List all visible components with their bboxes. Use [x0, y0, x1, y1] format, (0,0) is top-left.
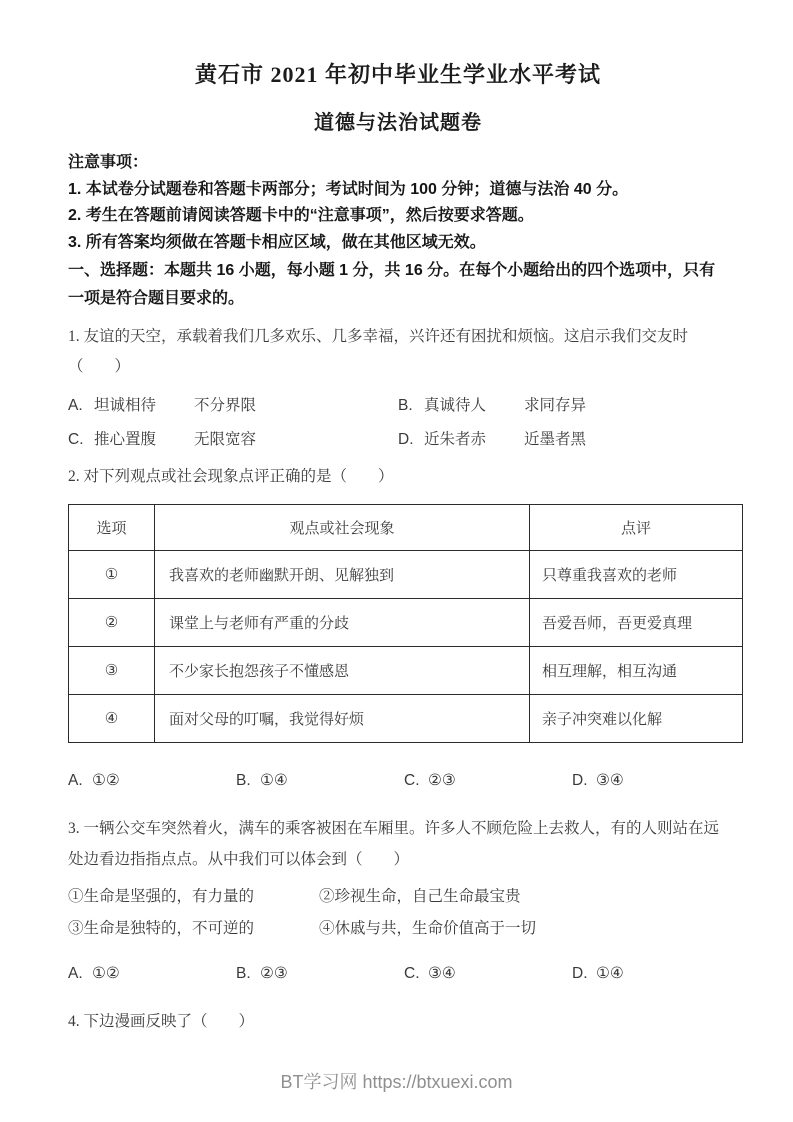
notice-section	[68, 150, 728, 256]
page-content	[68, 58, 728, 1037]
option-b-part1: 真诚待人	[424, 397, 487, 414]
question-3-text: 3. 一辆公交车突然着火，满车的乘客被困在车厢里。许多人不顾危险上去救人，有的人则站在远处边看边指指点点。从中我们可以体会到（ ）	[68, 820, 720, 868]
row-1-view: 我喜欢的老师幽默开朗、见解独到	[155, 551, 530, 599]
answer-d	[572, 770, 624, 791]
answer-a	[68, 770, 236, 791]
option-a-label: A.	[68, 397, 83, 414]
question-2-answers-row	[68, 770, 728, 791]
question-3-answers-row	[68, 963, 728, 984]
answer-c-label: C.	[404, 772, 420, 789]
option-b-label: B.	[398, 397, 413, 414]
answer-d-value: ③④	[596, 772, 624, 789]
notice-item-3: 3. 所有答案均须做在答题卡相应区域，做在其他区域无效。	[68, 233, 486, 251]
row-4-no: ④	[69, 695, 155, 743]
table-header-row	[69, 505, 743, 551]
table-row	[69, 551, 743, 599]
row-3-view: 不少家长抱怨孩子不懂感恩	[155, 647, 530, 695]
answer-b-value: ②③	[260, 965, 288, 982]
answer-c	[404, 770, 572, 791]
option-c-label: C.	[68, 431, 84, 448]
suboption-3: ③生命是独特的，不可逆的	[68, 920, 255, 937]
notice-heading: 注意事项：	[68, 154, 149, 171]
option-d	[398, 429, 728, 450]
question-3-suboptions-row-2	[68, 918, 728, 939]
option-a-part1: 坦诚相待	[94, 397, 157, 414]
answer-b	[236, 963, 404, 984]
question-3-suboptions-row-1	[68, 886, 728, 907]
option-d-label: D.	[398, 431, 414, 448]
answer-c-value: ②③	[428, 772, 456, 789]
notice-item-2: 2. 考生在答题前请阅读答题卡中的“注意事项”，然后按要求答题。	[68, 207, 534, 224]
notice-item-1: 1. 本试卷分试题卷和答题卡两部分；考试时间为 100 分钟；道德与法治 40 分。	[68, 180, 629, 198]
question-1-text: 1. 友谊的天空，承载着我们几多欢乐、几多幸福，兴许还有困扰和烦恼。这启示我们交友时（ ）	[68, 328, 689, 375]
suboption-4: ④休戚与共，生命价值高于一切	[319, 920, 537, 937]
answer-a	[68, 963, 236, 984]
question-3	[68, 813, 728, 984]
section-one-heading: 一、选择题：本题共 16 小题，每小题 1 分，共 16 分。在每个小题给出的四个选项中，只有一项是符合题目要求的。	[68, 262, 716, 307]
suboption-2: ②珍视生命，自己生命最宝贵	[319, 888, 521, 905]
option-c-part1: 推心置腹	[94, 431, 157, 448]
answer-c	[404, 963, 572, 984]
answer-a-label: A.	[68, 965, 83, 982]
row-4-view: 面对父母的叮嘱，我觉得好烦	[155, 695, 530, 743]
answer-a-value: ①②	[92, 772, 120, 789]
question-2-text: 2. 对下列观点或社会现象点评正确的是（ ）	[68, 468, 394, 485]
question-1-options-row-2	[68, 429, 728, 450]
question-1	[68, 322, 728, 450]
row-3-comment: 相互理解，相互沟通	[530, 647, 743, 695]
table-header-comment: 点评	[530, 505, 743, 551]
answer-b	[236, 770, 404, 791]
question-2-table	[68, 504, 743, 743]
row-4-comment: 亲子冲突难以化解	[530, 695, 743, 743]
table-header-option: 选项	[69, 505, 155, 551]
answer-a-value: ①②	[92, 965, 120, 982]
table-header-view: 观点或社会现象	[155, 505, 530, 551]
answer-d-label: D.	[572, 965, 588, 982]
option-a	[68, 395, 398, 416]
answer-d-label: D.	[572, 772, 588, 789]
paper-subtitle: 道德与法治试题卷	[314, 112, 482, 134]
question-2	[68, 462, 728, 791]
option-b-part2: 求同存异	[524, 397, 587, 414]
suboption-1: ①生命是坚强的，有力量的	[68, 888, 255, 905]
option-c	[68, 429, 398, 450]
answer-b-label: B.	[236, 965, 251, 982]
option-b	[398, 395, 728, 416]
answer-b-value: ①④	[260, 772, 288, 789]
row-3-no: ③	[69, 647, 155, 695]
row-2-comment: 吾爱吾师，吾更爱真理	[530, 599, 743, 647]
option-d-part2: 近墨者黑	[524, 431, 587, 448]
table-row	[69, 599, 743, 647]
watermark-footer: BT学习网 https://btxuexi.com	[280, 1072, 513, 1092]
table-row	[69, 647, 743, 695]
table-row	[69, 695, 743, 743]
row-2-view: 课堂上与老师有严重的分歧	[155, 599, 530, 647]
question-4-text: 4. 下边漫画反映了（ ）	[68, 1013, 255, 1030]
option-d-part1: 近朱者赤	[424, 431, 487, 448]
option-c-part2: 无限宽容	[194, 431, 257, 448]
answer-c-value: ③④	[428, 965, 456, 982]
option-a-part2: 不分界限	[194, 397, 257, 414]
row-1-no: ①	[69, 551, 155, 599]
answer-c-label: C.	[404, 965, 420, 982]
answer-a-label: A.	[68, 772, 83, 789]
question-1-options-row-1	[68, 395, 728, 416]
answer-d	[572, 963, 624, 984]
answer-d-value: ①④	[596, 965, 624, 982]
answer-b-label: B.	[236, 772, 251, 789]
row-1-comment: 只尊重我喜欢的老师	[530, 551, 743, 599]
paper-title: 黄石市 2021 年初中毕业生学业水平考试	[194, 62, 601, 87]
row-2-no: ②	[69, 599, 155, 647]
